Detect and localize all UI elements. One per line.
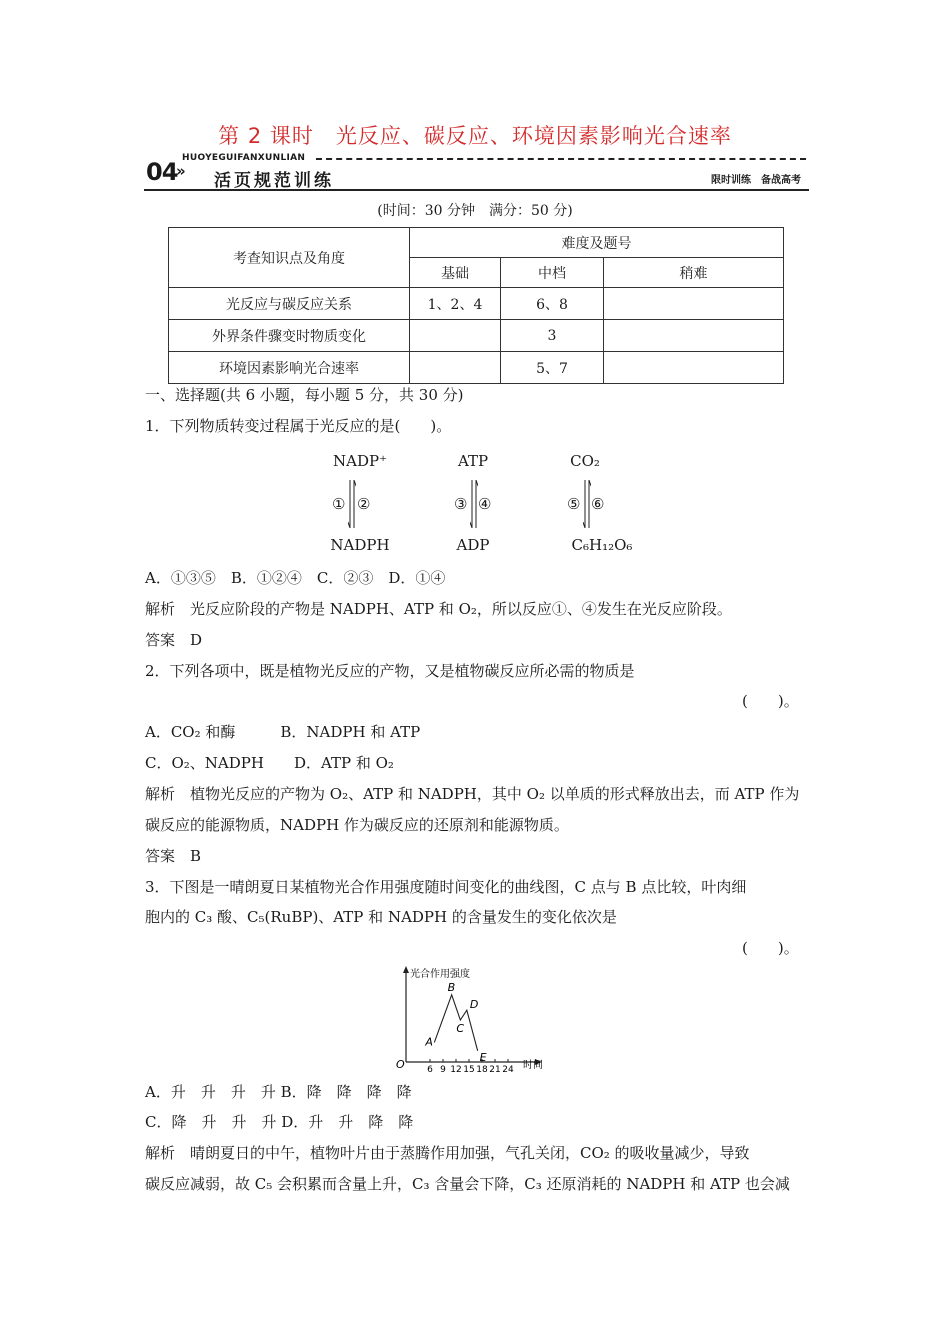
knowledge-table — [168, 227, 784, 384]
q1-label-1: ① — [332, 495, 346, 513]
q1-nadph-bottom: NADPH — [330, 536, 390, 554]
table-cell: 光反应与碳反应关系 — [169, 288, 410, 320]
q1-nadp-top: NADP⁺ — [333, 452, 387, 470]
time-info: (时间：30 分钟 满分：50 分) — [377, 203, 573, 219]
banner-slogan: 限时训练 备战高考 — [711, 175, 801, 186]
q3-options-cd: C．降 升 升 升 D．升 升 降 降 — [145, 1113, 414, 1131]
table-row — [169, 288, 784, 320]
chart-point-label: B — [447, 980, 456, 994]
chart-ticks — [427, 1059, 514, 1072]
chart-tick-label: 15 — [463, 1065, 475, 1072]
banner-pinyin: HUOYEGUIFANXUNLIAN — [182, 153, 306, 163]
q1-analysis: 解析 光反应阶段的产物是 NADPH、ATP 和 O₂，所以反应①、④发生在光反应阶段。 — [145, 600, 732, 618]
q1-answer: 答案 D — [145, 631, 203, 649]
table-cell: 1、2、4 — [410, 288, 501, 320]
chart-point-label: E — [479, 1050, 487, 1064]
chart-tick-label: 6 — [427, 1065, 433, 1072]
q3-chart — [392, 966, 558, 1072]
q1-label-6: ⑥ — [591, 495, 605, 513]
table-subheader-basic: 基础 — [410, 258, 501, 288]
table-row — [169, 320, 784, 352]
chart-point-labels — [424, 981, 486, 1064]
section-banner — [144, 152, 809, 192]
chart-tick-label: 21 — [489, 1065, 501, 1072]
chart-point-label: A — [425, 1035, 433, 1049]
q3-analysis-line2: 碳反应减弱，故 C₅ 会积累而含量上升，C₃ 含量会下降，C₃ 还原消耗的 NADPH 和 ATP 也会减 — [145, 1175, 790, 1193]
q3-stem-line2: 胞内的 C₃ 酸、C₅(RuBP)、ATP 和 NADPH 的含量发生的变化依次是 — [145, 908, 617, 926]
q2-analysis-line1: 解析 植物光反应的产物为 O₂、ATP 和 NADPH，其中 O₂ 以单质的形式释放出去，而 ATP 作为 — [145, 785, 800, 803]
chart-tick-label: 12 — [450, 1065, 462, 1072]
table-row — [169, 352, 784, 384]
table-cell — [604, 288, 784, 320]
q3-options-ab: A．升 升 升 升 B．降 降 降 降 — [145, 1083, 412, 1101]
q2-stem: 2．下列各项中，既是植物光反应的产物，又是植物碳反应所必需的物质是 — [145, 662, 635, 680]
q3-paren: ( )。 — [742, 939, 799, 957]
table-header-difficulty: 难度及题号 — [410, 228, 784, 258]
chart-point-label: C — [456, 1022, 465, 1035]
banner-arrow: » — [176, 162, 186, 180]
table-cell: 5、7 — [501, 352, 604, 384]
chart-tick-label: 9 — [440, 1065, 446, 1072]
q2-options-cd: C．O₂、NADPH D．ATP 和 O₂ — [145, 754, 394, 772]
table-header-topic: 考查知识点及角度 — [169, 228, 410, 288]
table-subheader-mid: 中档 — [501, 258, 604, 288]
q1-arrows-2 — [470, 478, 478, 530]
chart-tick-label: 24 — [502, 1065, 514, 1072]
q3-analysis-line1: 解析 晴朗夏日的中午，植物叶片由于蒸腾作用加强，气孔关闭，CO₂ 的吸收量减少，导致 — [145, 1144, 750, 1162]
table-cell: 6、8 — [501, 288, 604, 320]
q1-label-5: ⑤ — [567, 495, 581, 513]
q2-options-ab: A．CO₂ 和酶 B．NADPH 和 ATP — [145, 723, 421, 741]
chart-tick-label: 18 — [476, 1065, 488, 1072]
table-cell — [604, 320, 784, 352]
banner-number: 04 — [146, 158, 178, 186]
q1-label-4: ④ — [478, 495, 492, 513]
table-subheader-hard: 稍难 — [604, 258, 784, 288]
table-cell: 3 — [501, 320, 604, 352]
chart-point-label: D — [469, 998, 479, 1012]
q1-label-2: ② — [357, 495, 371, 513]
q1-adp-bottom: ADP — [456, 536, 490, 554]
q1-atp-top: ATP — [457, 452, 489, 470]
banner-name: 活页规范训练 — [214, 171, 334, 191]
banner-underline — [144, 189, 809, 191]
chart-origin: O — [396, 1058, 405, 1071]
q2-analysis-line2: 碳反应的能源物质，NADPH 作为碳反应的还原剂和能源物质。 — [145, 816, 569, 834]
q1-label-3: ③ — [454, 495, 468, 513]
section-heading: 一、选择题(共 6 小题，每小题 5 分，共 30 分) — [145, 386, 464, 404]
q1-arrows-3 — [583, 478, 591, 530]
q2-paren: ( )。 — [742, 692, 799, 710]
q1-glucose-bottom: C₆H₁₂O₆ — [571, 536, 633, 554]
table-cell: 环境因素影响光合速率 — [169, 352, 410, 384]
q3-stem-line1: 3．下图是一晴朗夏日某植物光合作用强度随时间变化的曲线图，C 点与 B 点比较，叶肉细 — [145, 878, 747, 896]
q1-options: A．①③⑤ B．①②④ C．②③ D．①④ — [145, 569, 446, 587]
chart-y-arrow — [403, 966, 409, 973]
table-cell — [410, 320, 501, 352]
banner-dashed-line — [316, 158, 806, 160]
table-cell — [410, 352, 501, 384]
q2-answer: 答案 B — [145, 847, 202, 865]
chart-ylabel: 光合作用强度 — [410, 969, 470, 980]
chart-xlabel: 时间 — [523, 1060, 543, 1071]
table-cell — [604, 352, 784, 384]
q1-stem: 1．下列物质转变过程属于光反应的是( )。 — [145, 417, 452, 435]
q1-co2-top: CO₂ — [570, 452, 600, 470]
q1-arrows-1 — [348, 478, 356, 530]
lesson-title: 第 2 课时 光反应、碳反应、环境因素影响光合速率 — [218, 124, 732, 148]
table-cell: 外界条件骤变时物质变化 — [169, 320, 410, 352]
